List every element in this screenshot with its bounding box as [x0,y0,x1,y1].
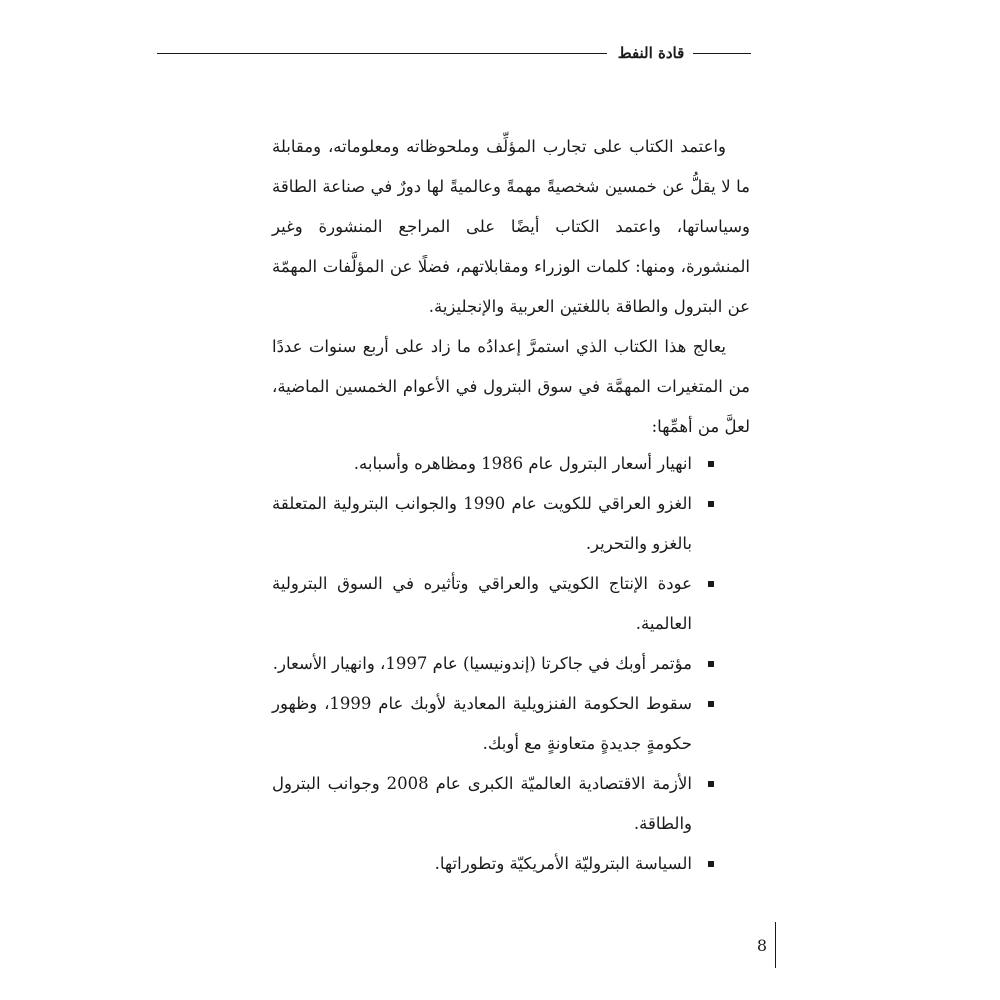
header-rule-long [157,53,607,54]
page-number-rule [775,922,776,968]
running-head-title: قادة النفط [617,44,685,62]
square-bullet-icon [708,461,714,467]
list-item [272,484,750,564]
list-item-text: عودة الإنتاج الكويتي والعراقي وتأثيره في السوق البترولية العالمية. [272,574,692,633]
list-item-text: الغزو العراقي للكويت عام 1990 والجوانب البترولية المتعلقة بالغزو والتحرير. [272,494,693,553]
paragraph-2: يعالج هذا الكتاب الذي استمرَّ إعدادُه ما زاد على أربع سنوات عددًا من المتغيرات المهمَّة في سوق البترول في الأعوام الخمسين الماضية، لعلَّ من أهمِّها: [272,337,750,436]
list-item-text: مؤتمر أوبك في جاكرتا (إندونيسيا) عام 1997، وانهيار الأسعار. [272,654,692,673]
square-bullet-icon [708,781,714,787]
list-item-text: السياسة البتروليّة الأمريكيّة وتطوراتها. [434,854,692,873]
body-text [272,127,750,447]
page-number: 8 [756,936,768,955]
list-item-text: سقوط الحكومة الفنزويلية المعادية لأوبك عام 1999، وظهور حكومةٍ جديدةٍ متعاونةٍ مع أوبك. [272,694,692,753]
square-bullet-icon [708,861,714,867]
list-item [272,444,750,484]
list-item [272,644,750,684]
bullet-list [272,444,750,884]
list-item-text: انهيار أسعار البترول عام 1986 ومظاهره وأسبابه. [353,454,692,473]
list-item [272,764,750,844]
header-rule-short [693,53,751,54]
square-bullet-icon [708,581,714,587]
square-bullet-icon [708,661,714,667]
list-item [272,684,750,764]
list-item-text: الأزمة الاقتصادية العالميّة الكبرى عام 2008 وجوانب البترول والطاقة. [272,774,692,833]
list-item [272,844,750,884]
paragraph-1: واعتمد الكتاب على تجارب المؤلِّف وملحوظاته ومعلوماته، ومقابلة ما لا يقلُّ عن خمسين شخصيةً مهمةً وعالميةً لها دورٌ في صناعة الطاقة وسياساتها، واعتمد الكتاب أيضًا على المراجع المنشورة وغير المنشورة، ومنها: كلمات الوزراء ومقابلاتهم، فضلًا عن المؤلَّفات المهمّة عن البترول والطاقة باللغتين العربية والإنجليزية. [272,137,750,316]
square-bullet-icon [708,701,714,707]
square-bullet-icon [708,501,714,507]
list-item [272,564,750,644]
